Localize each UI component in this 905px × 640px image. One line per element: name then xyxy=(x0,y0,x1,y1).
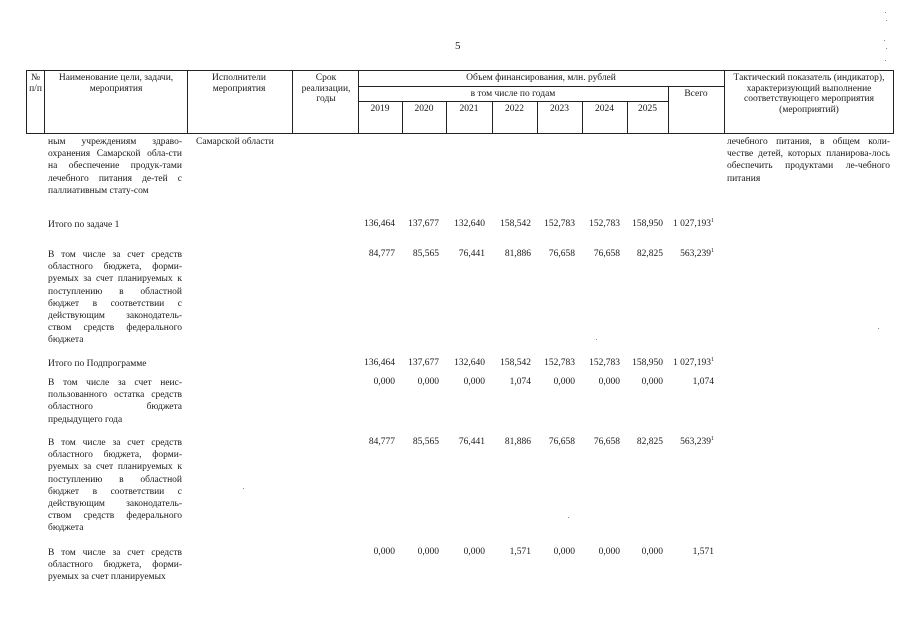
row-total-value: 563,239 xyxy=(680,437,711,447)
header-year: 2020 xyxy=(414,104,434,114)
row-value: 158,950 xyxy=(632,219,663,229)
row-label: В том числе за счет средств областного бюджета, форми-руемых за счет планируемых к поступлению в областной бюджет в соответствии с действующим законодатель-ством средств федерального бюджета xyxy=(48,438,182,534)
row-value: 136,464 xyxy=(364,358,395,368)
row-value: 0,000 xyxy=(641,547,663,557)
row-value: 81,886 xyxy=(504,437,531,447)
row-total-footnote: 1 xyxy=(711,248,714,254)
row-total-value: 1,074 xyxy=(692,377,714,387)
row-value: 76,658 xyxy=(593,437,620,447)
row-value: 82,825 xyxy=(636,437,663,447)
row-value: 82,825 xyxy=(636,249,663,259)
row-value: 137,677 xyxy=(408,358,439,368)
row-value: 0,000 xyxy=(463,377,485,387)
row-value: 76,441 xyxy=(458,249,485,259)
row-total-value: 1 027,193 xyxy=(673,219,711,229)
row-value: 1,571 xyxy=(509,547,531,557)
row-value: 76,658 xyxy=(548,437,575,447)
header-indicator: Тактический показатель (индикатор), характеризующий выполнение соответствующего мероприятия (мероприятий) xyxy=(733,73,885,115)
header-financing: Объем финансирования, млн. рублей xyxy=(466,73,616,83)
row-value: 0,000 xyxy=(641,377,663,387)
row-value: 0,000 xyxy=(553,547,575,557)
row-value: 152,783 xyxy=(544,219,575,229)
row-value: 132,640 xyxy=(454,219,485,229)
row-value: 136,464 xyxy=(364,219,395,229)
header-num: № п/п xyxy=(29,73,42,94)
row-value: 152,783 xyxy=(589,219,620,229)
row-label: Итого по задаче 1 xyxy=(48,220,120,230)
row-value: 85,565 xyxy=(412,249,439,259)
row-value: 0,000 xyxy=(417,547,439,557)
header-total: Всего xyxy=(684,89,708,99)
row-value: 0,000 xyxy=(373,377,395,387)
row-value: 85,565 xyxy=(412,437,439,447)
row-value: 76,658 xyxy=(548,249,575,259)
row-value: 132,640 xyxy=(454,358,485,368)
row-total xyxy=(680,437,714,447)
row-value: 0,000 xyxy=(463,547,485,557)
row-total xyxy=(680,249,714,259)
row-value: 152,783 xyxy=(589,358,620,368)
page-number: 5 xyxy=(455,40,461,52)
header-year: 2023 xyxy=(550,104,569,114)
row-label: В том числе за счет неис-пользованного остатка средств областного бюджета предыдущего года xyxy=(48,378,182,425)
row-total xyxy=(673,358,714,368)
row-label: В том числе за счет средств областного бюджета, форми-руемых за счет планируемых к поступлению в областной бюджет в соответствии с действующим законодатель-ством средств федерального бюджета xyxy=(48,250,182,346)
row-value: 158,950 xyxy=(632,358,663,368)
row-value: 76,441 xyxy=(458,437,485,447)
header-years-group: в том числе по годам xyxy=(470,89,556,99)
row-value: 158,542 xyxy=(500,219,531,229)
row-total xyxy=(673,219,714,229)
row-label: Итого по Подпрограмме xyxy=(48,359,147,369)
row-value: 81,886 xyxy=(504,249,531,259)
row-value: 84,777 xyxy=(368,249,395,259)
header-year: 2021 xyxy=(459,104,479,114)
row-value: 158,542 xyxy=(500,358,531,368)
row-total xyxy=(693,547,714,557)
header-term: Срок реализации, годы xyxy=(301,73,351,104)
header-name: Наименование цели, задачи, мероприятия xyxy=(58,73,174,94)
row-total-value: 563,239 xyxy=(680,249,711,259)
row-total-footnote: 1 xyxy=(711,357,714,363)
continuation-name: ным учреждениям здраво-охранения Самарской обла-сти на обеспечение продук-тами лечебного питания де-тей с паллиативным стату-сом xyxy=(48,137,182,196)
row-total xyxy=(693,377,714,387)
row-value: 84,777 xyxy=(368,437,395,447)
header-year: 2022 xyxy=(505,104,524,114)
continuation-indicator: лечебного питания, в общем коли-честве детей, которых планирова-лось обеспечить продуктами ле-чебного питания xyxy=(727,137,890,184)
row-value: 0,000 xyxy=(373,547,395,557)
row-value: 0,000 xyxy=(598,377,620,387)
row-value: 0,000 xyxy=(598,547,620,557)
row-label: В том числе за счет средств областного бюджета, форми-руемых за счет планируемых xyxy=(48,548,182,583)
row-value: 0,000 xyxy=(553,377,575,387)
header-year: 2019 xyxy=(370,104,390,114)
header-executor: Исполнители мероприятия xyxy=(212,73,266,94)
row-value: 152,783 xyxy=(544,358,575,368)
row-value: 137,677 xyxy=(408,219,439,229)
header-year: 2024 xyxy=(595,104,614,114)
header-year: 2025 xyxy=(638,104,657,114)
row-total-footnote: 1 xyxy=(711,218,714,224)
row-value: 1,074 xyxy=(509,377,531,387)
row-total-value: 1 027,193 xyxy=(673,358,711,368)
row-value: 76,658 xyxy=(593,249,620,259)
row-total-footnote: 1 xyxy=(711,436,714,442)
continuation-executor: Самарской области xyxy=(196,137,274,147)
row-value: 0,000 xyxy=(417,377,439,387)
row-total-value: 1,571 xyxy=(692,547,714,557)
